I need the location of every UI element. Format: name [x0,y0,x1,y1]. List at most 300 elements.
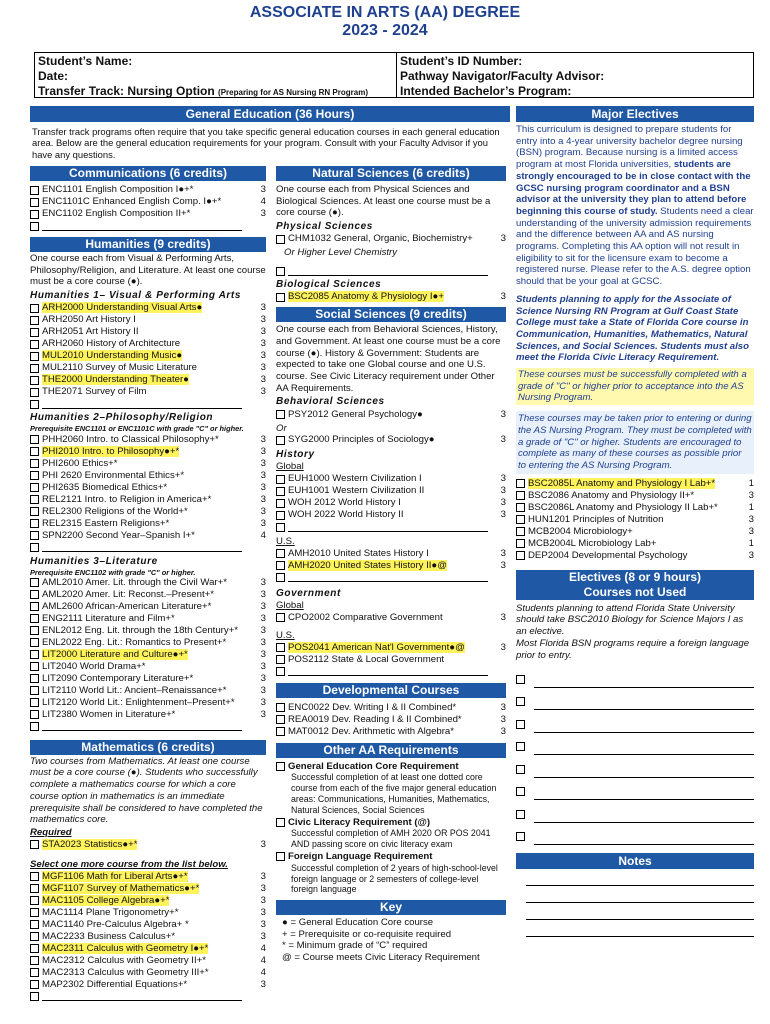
course-name-wrap [42,673,254,685]
course-credits: 3 [500,473,506,485]
course-name-wrap [42,518,254,530]
course-name: PHI2600 Ethics+* [42,457,118,469]
notes-heading: Notes [516,853,754,869]
date-field[interactable]: Date: [38,69,69,83]
behavioral-list-2 [276,434,506,446]
checkbox[interactable] [30,710,39,719]
math-heading: Mathematics (6 credits) [30,740,266,755]
title-line1: ASSOCIATE IN ARTS (AA) DEGREE [249,4,521,21]
write-in-line[interactable] [534,844,754,845]
checkbox[interactable] [30,376,39,385]
checkbox[interactable] [276,573,285,582]
checkbox[interactable] [30,364,39,373]
dev-list [276,701,506,737]
checkbox[interactable] [276,410,285,419]
course-credits: 3 [260,576,266,588]
advisor-field[interactable]: Pathway Navigator/Faculty Advisor: [400,69,605,83]
write-in-line[interactable] [288,523,488,532]
course-credits: 3 [260,208,266,220]
gen-ed-intro: Transfer track programs often require that you take specific general education courses in each general education area. Below are the general education requirements for your program. Consult with your Faculty Advisor if you have any questions. [32,126,500,160]
blank-row [276,665,506,677]
checkbox[interactable] [30,638,39,647]
course-credits: 3 [500,408,506,420]
or-higher-text: Or Higher Level Chemistry [284,247,398,259]
blank-row [30,220,266,232]
course-name: ARH2050 Art History I [42,314,136,326]
key-item: * = Minimum grade of “C” required [282,940,428,952]
course-row [276,509,506,521]
physical-list [276,233,506,245]
course-row [30,685,266,697]
course-credits: 3 [260,433,266,445]
checkbox[interactable] [516,503,525,512]
course-name-wrap [42,470,254,482]
checkbox[interactable] [30,992,39,1001]
course-name: ARH2000 Understanding Visual Arts● [42,302,203,314]
course-row [30,374,266,386]
course-credits: 3 [260,894,266,906]
write-in-line[interactable] [534,799,754,800]
checkbox[interactable] [516,551,525,560]
blank-row [276,265,506,277]
course-name-wrap [288,726,494,738]
checkbox[interactable] [30,626,39,635]
course-name-wrap [528,490,742,502]
course-row [276,713,506,725]
checkbox[interactable] [30,186,39,195]
checkbox[interactable] [276,499,285,508]
social-intro: One course each from Behavioral Sciences, History, and Government. At least one course must be a core course (●). History & Government: Students are expected to take one Global course and one U.S. course. See Civic Literacy requirement under Other AA Requirements. [276,324,501,394]
checkbox[interactable] [516,675,525,684]
course-name-wrap [528,502,742,514]
checkbox[interactable] [30,968,39,977]
checkbox[interactable] [30,698,39,707]
course-row [30,362,266,374]
humanities-list-1 [30,302,266,398]
title-line2: 2023 - 2024 [342,22,428,40]
checkbox[interactable] [30,840,39,849]
course-name-wrap [528,550,742,562]
checkbox[interactable] [30,602,39,611]
course-name: ENG2111 Literature and Film+* [42,612,175,624]
course-credits: 3 [260,314,266,326]
course-name: MGF1106 Math for Liberal Arts●+* [42,870,188,882]
major-p1 [516,124,754,288]
write-in-line[interactable] [534,709,754,710]
checkbox[interactable] [30,650,39,659]
checkbox[interactable] [276,655,285,664]
checkbox[interactable] [276,727,285,736]
notes-line[interactable] [526,903,754,920]
math-intro: Two courses from Mathematics. At least one course must be a core course (●). Students who successfully complete a mathematics course for which a core course option in mathematics is an immediate prerequisite shall be considered to have completed the mathematics core. [30,755,263,826]
requirement-item [276,851,506,895]
checkbox[interactable] [30,674,39,683]
course-row [30,434,266,446]
write-in-line[interactable] [534,732,754,733]
math-select-label: Select one more course from the list below. [30,858,228,870]
checkbox[interactable] [30,543,39,552]
course-name-wrap [42,883,254,895]
checkbox[interactable] [30,920,39,929]
elective-row [516,733,754,756]
course-credits: 3 [500,485,506,497]
write-in-line[interactable] [42,543,242,552]
course-credits: 3 [260,184,266,196]
course-name-wrap [528,526,742,538]
course-name-wrap [42,386,254,398]
major-p1a: This curriculum is designed to prepare students for entry into a 4-year university bachelor degree nursing (BSN) program. Because nursing is a limited access program at most Florida universities, [516,124,743,171]
course-row [30,196,266,208]
course-name: THE2071 Survey of Film [42,386,147,398]
checkbox[interactable] [516,479,525,488]
electives-heading [516,570,754,600]
checkbox[interactable] [30,328,39,337]
course-name: ENL2012 Eng. Lit. through the 18th Century+* [42,624,239,636]
checkbox[interactable] [276,549,285,558]
history-label: History [276,449,315,461]
course-name-wrap [42,601,254,613]
elective-row [516,823,754,846]
checkbox[interactable] [30,316,39,325]
checkbox[interactable] [30,686,39,695]
checkbox[interactable] [30,507,39,516]
humanities-heading: Humanities (9 credits) [30,237,266,252]
gov-us-label: U.S. [276,629,295,641]
course-name: BSC2086 Anatomy and Physiology II+* [528,489,695,501]
write-in-line[interactable] [534,687,754,688]
course-row [30,978,266,990]
checkbox[interactable] [30,944,39,953]
checkbox[interactable] [516,491,525,500]
checkbox[interactable] [30,447,39,456]
course-credits: 3 [748,489,754,501]
checkbox[interactable] [30,388,39,397]
course-credits: 3 [260,708,266,720]
checkbox[interactable] [276,715,285,724]
course-row [30,338,266,350]
course-name-wrap [288,642,494,654]
course-name-wrap [42,839,254,851]
major-p2: Students planning to apply for the Associate of Science Nursing RN Program at Gulf Coast State College must take a State of Florida Core course in Communication, Humanities, Mathematics, Natural Sciences, and Social Sciences. Students must also meet the Florida Civic Literacy Requirement. [516,293,750,364]
course-credits: 3 [260,386,266,398]
course-name: REL2315 Eastern Religions+* [42,517,170,529]
course-name: DEP2004 Developmental Psychology [528,549,688,561]
checkbox[interactable] [30,531,39,540]
checkbox[interactable] [30,614,39,623]
write-in-line[interactable] [534,777,754,778]
checkbox[interactable] [30,908,39,917]
checkbox[interactable] [30,578,39,587]
write-in-line[interactable] [288,267,488,276]
course-name-wrap [42,326,254,338]
checkbox[interactable] [276,852,285,861]
course-name-wrap [42,979,254,991]
course-name: LIT2040 World Drama+* [42,660,146,672]
course-row [30,530,266,542]
checkbox[interactable] [30,304,39,313]
math-list [30,870,266,990]
write-in-line[interactable] [42,222,242,231]
checkbox[interactable] [276,613,285,622]
course-credits: 3 [500,560,506,572]
course-name: LIT2090 Contemporary Literature+* [42,672,194,684]
course-name: PHH2060 Intro. to Classical Philosophy+* [42,433,219,445]
checkbox[interactable] [30,210,39,219]
elective-row [516,755,754,778]
course-name: MAC2313 Calculus with Geometry III+* [42,966,209,978]
checkbox[interactable] [30,495,39,504]
requirement-label: Civic Literacy Requirement (@) [288,816,431,828]
dev-heading: Developmental Courses [276,683,506,698]
track-label: Transfer Track: Nursing Option [38,84,215,98]
checkbox[interactable] [516,787,525,796]
elective-row [516,800,754,823]
track-note: (Preparing for AS Nursing RN Program) [218,88,368,97]
course-credits: 3 [500,233,506,245]
checkbox[interactable] [276,235,285,244]
requirement-item [276,760,506,815]
checkbox[interactable] [516,527,525,536]
right-column [516,106,754,937]
course-row [30,637,266,649]
course-name: THE2000 Understanding Theater● [42,374,189,386]
humanities-sub1: Humanities 1– Visual & Performing Arts [30,290,241,302]
course-name-wrap [528,514,742,526]
course-name-wrap [42,434,254,446]
notes-line[interactable] [526,920,754,937]
course-credits: 3 [260,445,266,457]
checkbox[interactable] [30,459,39,468]
course-row [516,478,754,490]
course-name-wrap [288,233,494,245]
course-name-wrap [42,446,254,458]
checkbox[interactable] [516,742,525,751]
course-name-wrap [42,613,254,625]
checkbox[interactable] [276,703,285,712]
course-row [30,589,266,601]
humanities-sub3: Humanities 3–Literature [30,555,158,567]
checkbox[interactable] [276,762,285,771]
course-credits: 3 [260,870,266,882]
checkbox[interactable] [276,667,285,676]
requirement-item [276,816,506,849]
course-name: LIT2110 World Lit.: Ancient–Renaissance+* [42,684,227,696]
course-name: EUH1001 Western Civilization II [288,485,425,497]
write-in-line[interactable] [288,667,488,676]
write-in-line[interactable] [534,822,754,823]
course-name-wrap [288,548,494,560]
course-name-wrap [528,538,742,550]
course-credits: 3 [260,481,266,493]
course-row [276,701,506,713]
natural-heading: Natural Sciences (6 credits) [276,166,506,181]
electives-heading-1: Electives (8 or 9 hours) [568,569,702,584]
course-credits: 3 [260,918,266,930]
course-name: EUH1000 Western Civilization I [288,473,422,485]
checkbox[interactable] [30,400,39,409]
checkbox[interactable] [30,956,39,965]
checkbox[interactable] [516,697,525,706]
course-name: MCB2004L Microbiology Lab+ [528,537,657,549]
course-credits: 3 [260,906,266,918]
course-row [516,502,754,514]
course-row [30,314,266,326]
checkbox[interactable] [30,198,39,207]
course-name: LIT2120 World Lit.: Enlightenment–Present+* [42,696,235,708]
course-name-wrap [42,458,254,470]
write-in-line[interactable] [534,754,754,755]
checkbox[interactable] [516,810,525,819]
course-name: SYG2000 Principles of Sociology● [288,434,435,446]
course-name-wrap [42,577,254,589]
checkbox[interactable] [30,872,39,881]
course-name: PHI2010 Intro. to Philosophy●+* [42,445,180,457]
course-row [30,184,266,196]
course-credits: 3 [260,338,266,350]
checkbox[interactable] [30,352,39,361]
checkbox[interactable] [30,435,39,444]
checkbox[interactable] [516,515,525,524]
course-credits: 4 [260,954,266,966]
course-name: AMH2010 United States History I [288,548,429,560]
electives-note1: Students planning to attend Florida State University should take BSC2010 Biology for Science Majors I as an elective. [516,602,744,638]
checkbox[interactable] [30,471,39,480]
key-heading: Key [276,900,506,915]
write-in-line[interactable] [42,992,242,1001]
course-name-wrap [42,649,254,661]
course-name: ENC1102 English Composition II+* [42,208,191,220]
global-label: Global [276,461,304,473]
history-global-list [276,473,506,521]
course-name: AMH2020 United States History II●@ [288,560,447,572]
course-row [30,386,266,398]
checkbox[interactable] [30,519,39,528]
course-row [276,291,506,303]
elective-boxes [516,665,754,845]
key-item: ● = General Education Core course [282,916,434,928]
course-row [30,326,266,338]
checkbox[interactable] [276,293,285,302]
major-p1b: students are strongly encouraged to be in close contact with the GCSC nursing program coordinator and a BSN advisor at the university they plan to attend before beginning this course of study. [516,159,751,217]
checkbox[interactable] [276,818,285,827]
checkbox[interactable] [276,475,285,484]
course-row [30,966,266,978]
checkbox[interactable] [30,884,39,893]
course-name-wrap [42,943,254,955]
checkbox[interactable] [516,539,525,548]
course-credits: 3 [260,505,266,517]
course-row [276,497,506,509]
course-credits: 3 [500,434,506,446]
checkbox[interactable] [276,487,285,496]
checkbox[interactable] [276,436,285,445]
checkbox[interactable] [276,643,285,652]
course-name: BSC2086L Anatomy and Physiology II Lab+* [528,501,718,513]
checkbox[interactable] [30,222,39,231]
course-name-wrap [288,434,494,446]
write-in-line[interactable] [42,400,242,409]
checkbox[interactable] [30,483,39,492]
course-row [30,518,266,530]
checkbox[interactable] [516,720,525,729]
write-in-line[interactable] [42,722,242,731]
course-name-wrap [42,184,254,196]
checkbox[interactable] [30,662,39,671]
checkbox[interactable] [30,590,39,599]
student-id-field[interactable]: Student’s ID Number: [400,54,523,68]
course-name-wrap [288,654,494,666]
course-name-wrap [42,661,254,673]
write-in-line[interactable] [288,573,488,582]
humanities-prereq3: Prerequisite ENC1102 with grade "C" or higher. [30,567,196,577]
checkbox[interactable] [276,523,285,532]
electives-note2: Most Florida BSN programs require a foreign language prior to entry. [516,637,750,661]
checkbox[interactable] [30,980,39,989]
blank-row [30,990,266,1002]
course-credits: 3 [260,612,266,624]
checkbox[interactable] [276,267,285,276]
course-name-wrap [288,485,494,497]
social-heading: Social Sciences (9 credits) [276,307,506,322]
course-name-wrap [42,362,254,374]
course-name: WOH 2022 World History II [288,509,404,521]
course-name-wrap [42,208,254,220]
course-name: STA2023 Statistics●+* [42,838,138,850]
bachelors-field[interactable]: Intended Bachelor’s Program: [400,84,572,98]
checkbox[interactable] [516,765,525,774]
student-name-field[interactable]: Student’s Name: [38,54,133,68]
course-credits: 3 [748,549,754,561]
notes-line[interactable] [526,869,754,886]
course-row [30,577,266,589]
course-credits: 3 [260,648,266,660]
checkbox[interactable] [516,832,525,841]
checkbox[interactable] [276,511,285,520]
course-name: ENC0022 Dev. Writing I & II Combined* [288,701,457,713]
course-name: REA0019 Dev. Reading I & II Combined* [288,713,462,725]
course-name: MAT0012 Dev. Arithmetic with Algebra* [288,725,455,737]
course-name-wrap [288,291,494,303]
course-row [30,709,266,721]
requirement-text: Successful completion of 2 years of high-school-level foreign language or 2 semesters of college-level foreign language [291,862,498,895]
key-list [282,917,506,964]
requirement-row [276,760,506,772]
checkbox[interactable] [30,896,39,905]
course-credits: 3 [260,350,266,362]
course-row [276,409,506,421]
course-credits: 3 [500,725,506,737]
major-list [516,478,754,562]
electives-heading-2: Courses not Used [583,584,687,599]
course-name: MAC2233 Business Calculus+* [42,930,176,942]
major-p3: These courses must be successfully completed with a grade of "C" or higher prior to acceptance into the AS Nursing Program. [516,368,754,405]
checkbox[interactable] [276,561,285,570]
course-name-wrap [42,196,254,208]
checkbox[interactable] [30,340,39,349]
course-credits: 3 [260,624,266,636]
notes-line[interactable] [526,886,754,903]
course-credits: 3 [260,302,266,314]
course-name-wrap [528,478,742,490]
left-subcolumn [30,166,266,1002]
course-name-wrap [42,589,254,601]
course-row [30,208,266,220]
course-name-wrap [42,530,254,542]
course-name: PSY2012 General Psychology● [288,408,423,420]
course-name-wrap [42,955,254,967]
checkbox[interactable] [30,932,39,941]
checkbox[interactable] [30,722,39,731]
